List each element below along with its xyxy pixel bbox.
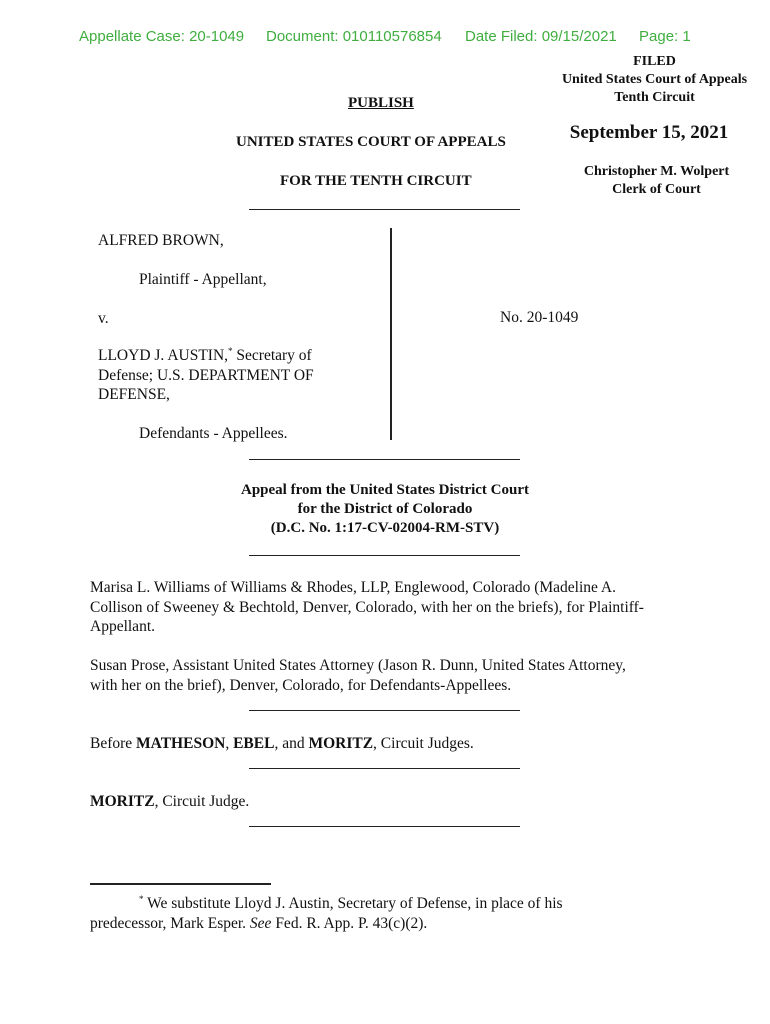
filed-court: United States Court of Appeals xyxy=(561,72,748,87)
defendant-line-3: DEFENSE, xyxy=(98,386,170,403)
defendant-role: Defendants - Appellees. xyxy=(139,425,288,442)
footnote-see: See xyxy=(249,915,272,932)
counsel-appellee-2: with her on the brief), Denver, Colorado, for Defendants-Appellees. xyxy=(90,677,512,694)
defendant-name-text: LLOYD J. AUSTIN, xyxy=(98,347,229,364)
author-suffix: , Circuit Judge. xyxy=(154,793,250,810)
author-name: MORITZ xyxy=(90,793,155,810)
counsel-appellant-1: Marisa L. Williams of Williams & Rhodes, LLP, Englewood, Colorado (Madeline A. xyxy=(90,579,616,596)
appeal-line-3: (D.C. No. 1:17-CV-02004-RM-STV) xyxy=(270,520,500,536)
panel-separator: , xyxy=(225,735,234,752)
panel-separator: , and xyxy=(274,735,309,752)
counsel-appellant-3: Appellant. xyxy=(90,618,155,635)
defendant-title-text: Secretary of xyxy=(232,347,312,364)
panel-before: Before xyxy=(90,735,137,752)
divider xyxy=(249,209,520,210)
counsel-appellant-2: Collison of Sweeney & Bechtold, Denver, Colorado, with her on the briefs), for Plaintiff- xyxy=(90,599,644,616)
judge-moritz: MORITZ xyxy=(308,735,374,752)
divider xyxy=(249,710,520,711)
footnote-line-2 xyxy=(90,914,427,933)
filed-stamp xyxy=(547,53,762,107)
caption-vertical-rule xyxy=(390,228,392,440)
appeal-line-2: for the District of Colorado xyxy=(297,501,473,517)
appeal-line-1: Appeal from the United States District Court xyxy=(240,482,530,498)
judge-ebel: EBEL xyxy=(233,735,275,752)
panel-suffix: , Circuit Judges. xyxy=(373,735,474,752)
footnote-ref: * xyxy=(228,345,233,356)
header-page-number: Page: 1 xyxy=(639,28,691,45)
header-case-number: Appellate Case: 20-1049 xyxy=(79,28,245,45)
divider xyxy=(249,768,520,769)
counsel-appellee-1: Susan Prose, Assistant United States Attorney (Jason R. Dunn, United States Attorney, xyxy=(90,657,626,674)
publish-label: PUBLISH xyxy=(348,95,414,111)
footnote-text-2a: predecessor, Mark Esper. xyxy=(90,915,250,932)
header-date-filed: Date Filed: 09/15/2021 xyxy=(465,28,617,45)
filed-circuit: Tenth Circuit xyxy=(614,90,695,105)
plaintiff-role: Plaintiff - Appellant, xyxy=(139,271,267,288)
footnote-text-1: We substitute Lloyd J. Austin, Secretary of Defense, in place of his xyxy=(143,895,563,912)
circuit-title: FOR THE TENTH CIRCUIT xyxy=(280,173,472,189)
author-line xyxy=(90,792,249,811)
defendant-name xyxy=(98,346,312,365)
footnote-rule xyxy=(90,883,271,885)
court-title: UNITED STATES COURT OF APPEALS xyxy=(236,134,506,150)
footnote-mark: * xyxy=(139,893,144,904)
footnote-text-2b: Fed. R. App. P. 43(c)(2). xyxy=(271,915,428,932)
plaintiff-name: ALFRED BROWN, xyxy=(98,232,224,249)
footnote-line-1 xyxy=(139,894,563,913)
divider xyxy=(249,826,520,827)
defendant-line-2: Defense; U.S. DEPARTMENT OF xyxy=(98,367,314,384)
header-document-number: Document: 010110576854 xyxy=(266,28,442,45)
panel-line xyxy=(90,734,474,753)
versus-label: v. xyxy=(98,310,109,327)
case-number: No. 20-1049 xyxy=(500,309,579,326)
clerk-block xyxy=(549,163,764,199)
divider xyxy=(249,555,520,556)
clerk-title: Clerk of Court xyxy=(612,182,701,197)
filed-label: FILED xyxy=(633,54,676,69)
divider xyxy=(249,459,520,460)
judge-matheson: MATHESON xyxy=(136,735,226,752)
clerk-name: Christopher M. Wolpert xyxy=(583,164,730,179)
filed-date: September 15, 2021 xyxy=(569,122,729,143)
